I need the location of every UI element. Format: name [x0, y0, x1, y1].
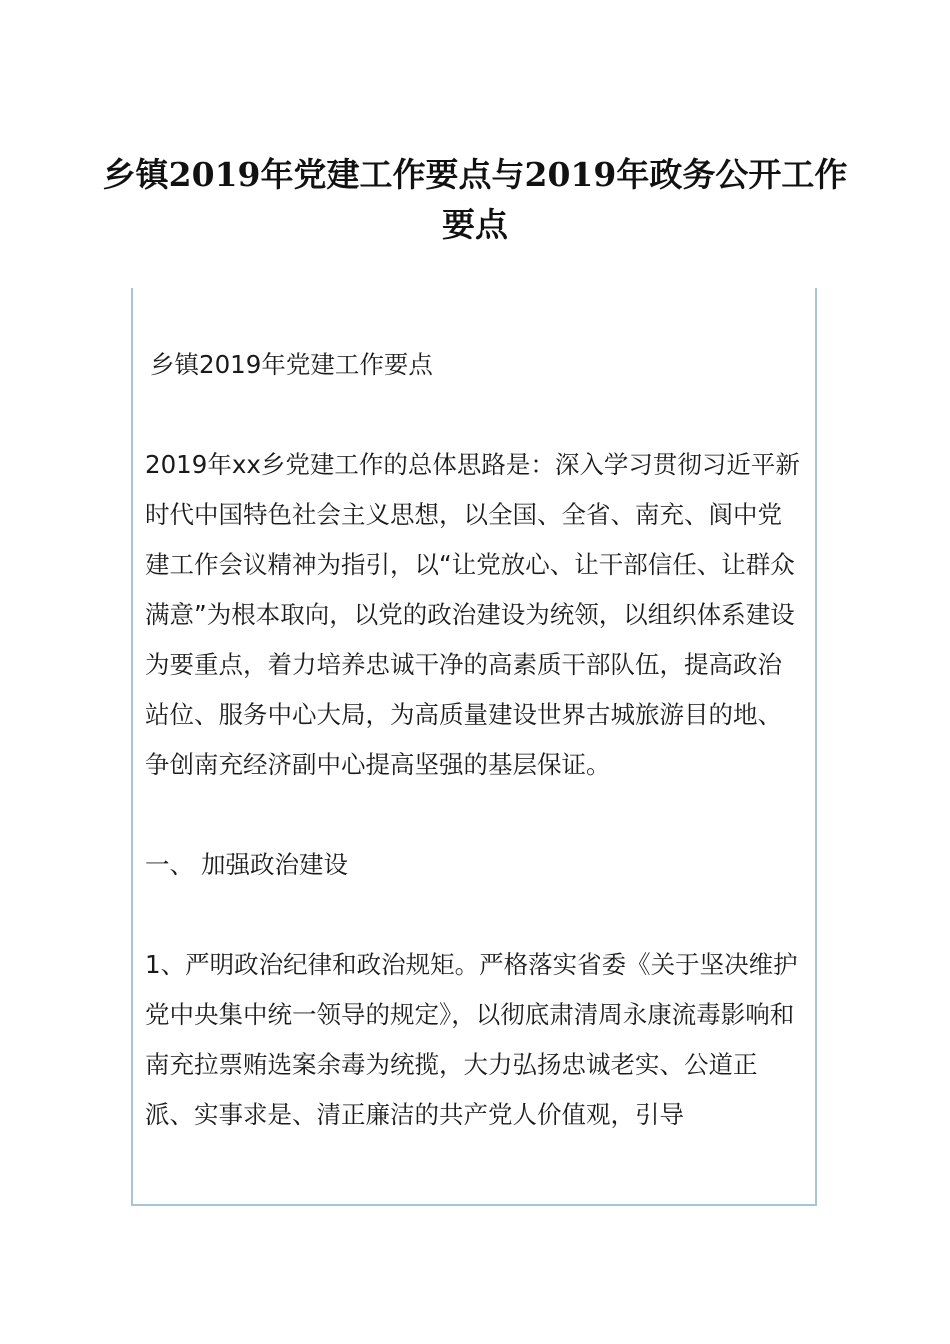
document-body	[145, 340, 805, 1140]
document-title: 乡镇2019年党建工作要点与2019年政务公开工作要点	[102, 155, 848, 245]
section-number: 一、	[145, 850, 194, 879]
item-paragraph: 1、严明政治纪律和政治规矩。严格落实省委《关于坚决维护党中央集中统一领导的规定》，以彻底肃清周永康流毒影响和南充拉票贿选案余毒为统揽，大力弘扬忠诚老实、公道正派、实事求是、清正廉洁的共产党人价值观，引导	[145, 950, 798, 1129]
section-heading-text: 加强政治建设	[201, 850, 348, 879]
intro-paragraph: 2019年xx乡党建工作的总体思路是：深入学习贯彻习近平新时代中国特色社会主义思想，以全国、全省、南充、阆中党建工作会议精神为指引，以“让党放心、让干部信任、让群众满意”为根本取向，以党的政治建设为统领，以组织体系建设为要重点，着力培养忠诚干净的高素质干部队伍，提高政治站位、服务中心大局，为高质量建设世界古城旅游目的地、争创南充经济副中心提高坚强的基层保证。	[145, 450, 800, 779]
section-heading	[145, 840, 805, 890]
section-subtitle: 乡镇2019年党建工作要点	[150, 350, 433, 379]
